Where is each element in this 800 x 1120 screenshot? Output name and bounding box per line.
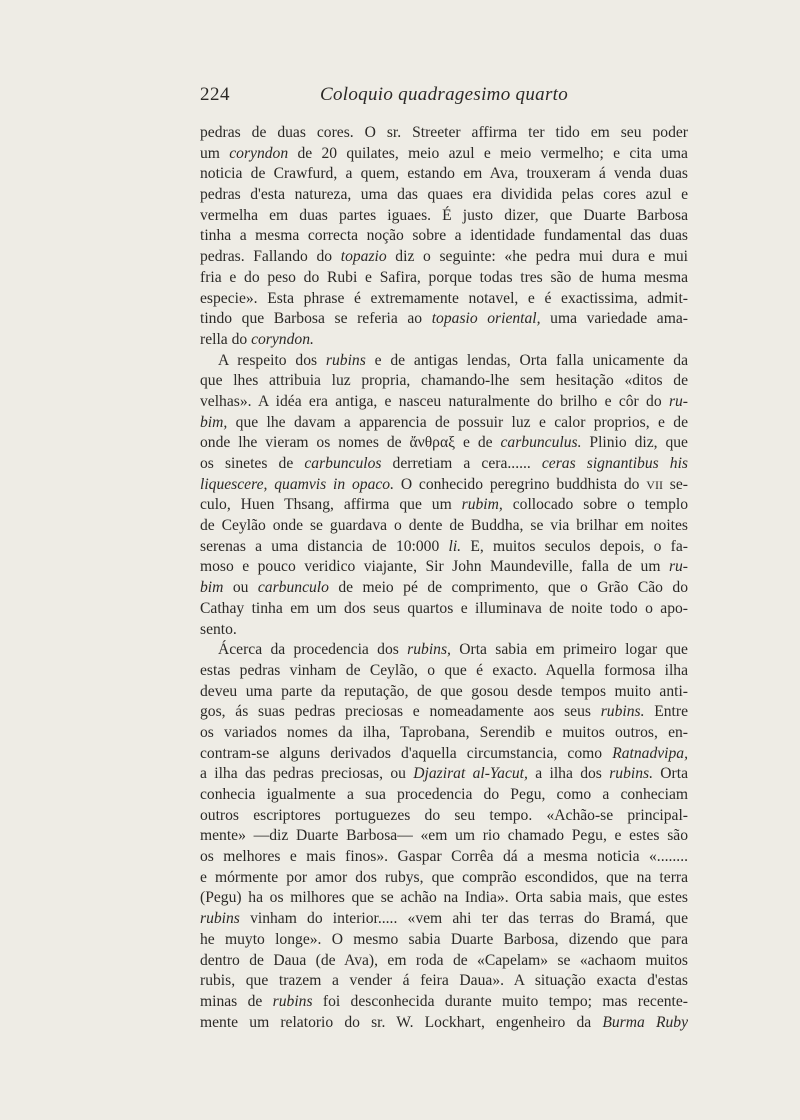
text-line (200, 702, 688, 723)
text-segment: Ácerca da procedencia dos (218, 641, 408, 659)
text-segment: Cathay tinha em um dos seus quartos e illuminava de noite todo o apo- (200, 599, 688, 617)
text-segment: ru- (668, 392, 688, 410)
text-segment: ru- (668, 558, 688, 576)
text-segment: A respeito dos (218, 351, 326, 369)
text-line (200, 620, 688, 641)
text-line (200, 413, 688, 434)
text-segment: especie». Esta phrase é extremamente notavel, e é exactissima, admit- (200, 289, 688, 307)
text-segment: vinham do interior..... «vem ahi ter das terras do Bramá, que (239, 910, 688, 928)
text-segment: deveu uma parte da reputação, de que gosou desde tempos muito anti- (200, 682, 688, 700)
text-line (200, 309, 688, 330)
text-line (200, 330, 688, 351)
text-line (200, 599, 688, 620)
text-segment: pedras. Fallando do (200, 248, 341, 266)
text-segment: he muyto longe». O mesmo sabia Duarte Barbosa, dizendo que para (200, 930, 688, 948)
text-line (200, 268, 688, 289)
text-segment: uma variedade ama- (540, 310, 688, 328)
text-line (200, 123, 688, 144)
text-line (200, 351, 688, 372)
text-segment: dentro de Daua (de Ava), em roda de «Capelam» se «achaom muitos (200, 951, 688, 969)
text-segment: rubim, (461, 496, 503, 514)
text-line (200, 495, 688, 516)
text-line (200, 640, 688, 661)
text-segment: moso e pouco veridico viajante, Sir John Maundeville, falla de um (200, 558, 669, 576)
text-segment: de meio pé de comprimento, que o Grão Cão do (328, 579, 689, 597)
text-segment: fria e do peso do Rubi e Safira, porque todas tres são de huma mesma (200, 268, 688, 286)
text-segment: que lhes attribuia luz propria, chamando-lhe sem hesitação «ditos de (200, 372, 688, 390)
text-segment: sento. (200, 620, 237, 638)
text-line (200, 392, 688, 413)
text-segment: ἄνθραξ (409, 434, 456, 452)
text-segment: conhecia igualmente a sua procedencia do Pegu, como a conheciam (200, 786, 688, 803)
text-segment: carbunculos (304, 455, 382, 472)
text-segment: vermelha em duas partes iguaes. É justo dizer, que Duarte Barbosa (200, 206, 688, 224)
text-segment: ou (223, 579, 258, 597)
text-segment: li. (448, 537, 462, 555)
text-line (200, 951, 688, 972)
text-line (200, 847, 688, 868)
text-segment: liquescere, quamvis in opaco. (200, 475, 394, 493)
text-segment: noticia de Crawfurd, a quem, estando em Ava, trouxeram á venda duas (200, 165, 688, 183)
text-segment: E, muitos seculos depois, o fa- (461, 537, 688, 555)
text-segment: onde lhe vieram os nomes de (200, 434, 410, 452)
text-line (200, 723, 688, 744)
text-line (200, 475, 688, 496)
text-line (200, 371, 688, 392)
text-line (200, 971, 688, 992)
text-segment: diz o seguinte: «he pedra mui dura e mui (386, 248, 688, 266)
text-segment: velhas». A idéa era antiga, e nasceu naturalmente do brilho e côr do (200, 392, 669, 410)
text-segment: Burma Ruby (602, 1013, 689, 1031)
text-segment: topasio oriental, (431, 310, 541, 328)
text-segment: que lhe davam a apparencia de possuir luz e calor proprios, e de (227, 413, 688, 431)
text-segment: culo, Huen Thsang, affirma que um (200, 496, 462, 514)
text-segment: os melhores e mais finos». Gaspar Corrêa dá a mesma noticia «........ (200, 848, 688, 866)
text-line (200, 144, 688, 165)
text-line (200, 744, 688, 765)
text-segment: ceras signantibus his (541, 455, 688, 472)
text-segment: a ilha das pedras preciosas, ou (200, 765, 414, 783)
text-segment: mente um relatorio do sr. W. Lockhart, engenheiro da (200, 1013, 603, 1031)
text-segment: e de (455, 434, 501, 452)
text-line (200, 682, 688, 703)
text-segment: rubins (200, 910, 240, 928)
text-line (200, 785, 688, 806)
text-line (200, 930, 688, 951)
text-segment: foi desconhecida durante muito tempo; mas recente- (312, 992, 688, 1010)
text-segment: Plinio diz, que (581, 434, 688, 452)
text-segment: minas de (200, 992, 273, 1010)
text-line (200, 992, 688, 1013)
text-line (200, 537, 688, 558)
text-segment: carbunculus. (500, 434, 582, 452)
text-line (200, 764, 688, 785)
text-line (200, 826, 688, 847)
text-line (200, 206, 688, 227)
text-segment: os sinetes de (200, 455, 305, 472)
text-segment: bim (200, 579, 224, 597)
text-line (200, 578, 688, 599)
text-segment: e mórmente por amor dos rubys, que comprão escondidos, que na terra (200, 868, 688, 886)
text-segment: estas pedras vinham de Ceylão, o que é exacto. Aquella formosa ilha (200, 661, 688, 679)
text-segment: rubins. (609, 765, 653, 783)
text-line (200, 1013, 688, 1034)
text-segment: de Ceylão onde se guardava o dente de Buddha, se via brilhar em noites (200, 517, 688, 535)
text-segment: O conhecido peregrino buddhista do (394, 475, 647, 493)
text-line (200, 661, 688, 682)
text-segment: rubins, (407, 641, 451, 659)
text-segment: Orta sabia em primeiro logar que (450, 641, 688, 659)
text-segment: tinha a mesma correcta noção sobre a identidade fundamental das duas (200, 227, 688, 245)
text-segment: se- (662, 475, 688, 493)
text-line (200, 226, 688, 247)
text-line (200, 454, 688, 475)
text-segment: a ilha dos (527, 765, 610, 783)
text-line (200, 868, 688, 889)
text-segment: rubins. (600, 703, 645, 721)
text-segment: os variados nomes da ilha, Taprobana, Serendib e muitos outros, en- (200, 723, 688, 741)
text-line (200, 909, 688, 930)
text-segment: Entre (644, 703, 688, 721)
text-line (200, 289, 688, 310)
text-line (200, 806, 688, 827)
text-segment: (Pegu) ha os milhores que se achão na India». Orta sabia mais, que estes (200, 889, 688, 907)
text-segment: rubins (272, 992, 313, 1010)
text-segment: gos, ás suas pedras preciosas e nomeadamente aos seus (200, 703, 601, 721)
page-number: 224 (200, 84, 230, 105)
text-segment: de 20 quilates, meio azul e meio vermelho; e cita uma (288, 144, 688, 162)
text-segment: carbunculo (257, 579, 329, 597)
text-segment: e de antigas lendas, Orta falla unicamente da (365, 351, 688, 369)
page-header (200, 84, 688, 108)
text-segment: Djazirat al-Yacut, (413, 765, 528, 783)
running-title: Coloquio quadragesimo quarto (320, 84, 569, 105)
text-segment: coryndon (229, 144, 289, 162)
text-segment: rella do (200, 330, 252, 348)
text-segment: um (200, 144, 230, 162)
text-segment: rubins (325, 351, 366, 369)
text-line (200, 557, 688, 578)
text-segment: tindo que Barbosa se referia ao (200, 310, 432, 328)
body-text (200, 123, 688, 1033)
text-line (200, 164, 688, 185)
text-segment: rubis, que trazem a vender á feira Daua». A situação exacta d'estas (200, 972, 688, 990)
text-segment: Orta (652, 765, 689, 783)
text-segment: mente» —diz Duarte Barbosa— «em um rio chamado Pegu, e estes são (200, 827, 688, 845)
text-line (200, 888, 688, 909)
text-segment: coryndon. (251, 330, 314, 348)
text-line (200, 433, 688, 454)
text-segment: contram-se alguns derivados d'aquella circumstancia, como (200, 744, 613, 762)
text-line (200, 247, 688, 268)
text-segment: VII (646, 477, 663, 492)
text-segment: outros escriptores portuguezes do seu tempo. «Achão-se principal- (200, 806, 688, 824)
text-segment: bim, (200, 413, 228, 431)
text-segment: topazio (340, 248, 387, 266)
text-line (200, 185, 688, 206)
text-segment: Ratnadvipa, (612, 744, 688, 762)
text-segment: pedras de duas cores. O sr. Streeter affirma ter tido em seu poder (200, 124, 688, 141)
text-segment: collocado sobre o templo (502, 496, 688, 514)
text-segment: derretiam a cera...... (381, 455, 542, 472)
text-line (200, 516, 688, 537)
text-segment: pedras d'esta natureza, uma das quaes era dividida pelas cores azul e (200, 186, 688, 204)
text-segment: serenas a uma distancia de 10:000 (200, 537, 449, 555)
